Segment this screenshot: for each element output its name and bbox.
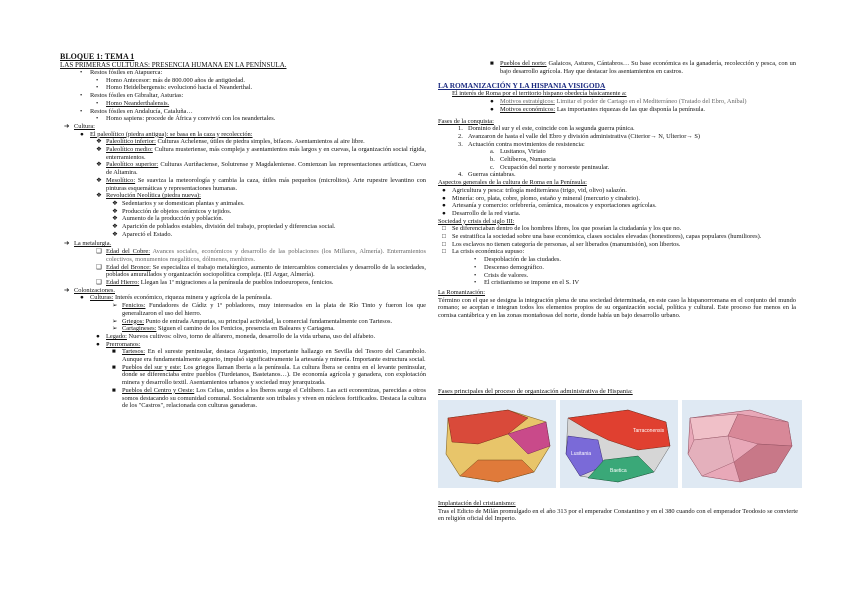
item-text: Las importantes riquezas de las que disponía la península. bbox=[555, 105, 706, 113]
bullet-marker: b. bbox=[490, 156, 495, 164]
item-key: Edad del Cobre: bbox=[106, 248, 151, 256]
fases-heading: Fases de la conquista: bbox=[438, 117, 494, 125]
aspectos-list bbox=[438, 187, 796, 218]
colonizacion-item bbox=[60, 318, 426, 326]
bullet-marker: ➢ bbox=[112, 317, 118, 325]
bullet-marker: ● bbox=[490, 98, 494, 106]
bullet-marker: ❑ bbox=[96, 278, 102, 286]
item-text: Sedentarios y se domestican plantas y animales. bbox=[122, 199, 245, 207]
colonizaciones-heading: ➔ Colonizaciones. bbox=[64, 286, 115, 294]
item-text: Se estratifica la sociedad sobre una base económica, clases sociales elevadas (honestiores), capas populares (humiliores). bbox=[452, 233, 762, 241]
bullet-marker: 2. bbox=[458, 132, 463, 140]
bullet-marker: • bbox=[474, 256, 477, 264]
bullet-marker: ● bbox=[442, 202, 446, 210]
intro-title: LAS PRIMERAS CULTURAS: PRESENCIA HUMANA EN LA PENÍNSULA. bbox=[60, 61, 287, 69]
culturas-heading: ● Culturas: Interés económico, riqueza minera y agrícola de la península. bbox=[80, 294, 272, 302]
prerromano-item bbox=[60, 364, 426, 387]
item-key: Paleolítico medio: bbox=[106, 146, 153, 154]
crisis-list bbox=[438, 256, 796, 287]
intro-list bbox=[60, 69, 426, 123]
intro-item bbox=[60, 115, 426, 123]
bullet-marker: • bbox=[474, 263, 477, 271]
bullet-marker: ❖ bbox=[96, 138, 102, 146]
item-text: Restos fósiles en Andalucía, Cataluña… bbox=[90, 107, 193, 115]
paleolitico-item bbox=[60, 146, 426, 161]
item-text: Dominio del sur y el este, coincide con la segunda guerra púnica. bbox=[468, 125, 635, 133]
motivo-item bbox=[438, 106, 796, 114]
romanizacion-text: Término con el que se designa la integración plena de una sociedad determinada, en este caso la hispanorromana en el conjunto del mundo romano; se aceptan e integran todos los elementos propios de su organización social, política y cultural. Este proceso fue menos en la cornisa cantábrica y en las zonas montañosas del norte, donde había un bajo desarrollo urbano. bbox=[438, 296, 796, 320]
bullet-marker: ❖ bbox=[96, 161, 102, 169]
prerromano-item bbox=[60, 348, 426, 363]
maps-svg bbox=[438, 400, 802, 488]
bullet-marker: • bbox=[474, 279, 477, 287]
item-text: Homo Neanderthalensis. bbox=[106, 99, 170, 107]
interes-heading: El interés de Roma por el territorio hispano obedecía básicamente a: bbox=[452, 90, 627, 98]
item-key: Paleolítico inferior: bbox=[106, 138, 156, 146]
aspecto-item bbox=[438, 210, 796, 218]
neolitico-item bbox=[60, 200, 426, 208]
metalurgia-item bbox=[60, 279, 426, 287]
item-text: Los esclavos no tienen categoría de personas, al ser liberados (manumisión), son libertos. bbox=[452, 240, 681, 248]
item-text: Agricultura y pesca: trilogía mediterránea (trigo, vid, olivo) salazón. bbox=[452, 186, 627, 194]
bullet-marker: ● bbox=[442, 194, 446, 202]
item-key: Pueblos del Centro y Oeste: bbox=[122, 386, 195, 394]
colonizacion-item bbox=[60, 302, 426, 317]
item-text: Homo Heidelbergensis: evolucionó hacia el Neanderthal. bbox=[106, 84, 253, 92]
map-2 bbox=[560, 400, 678, 488]
bullet-marker: • bbox=[96, 84, 99, 92]
bullet-marker: ❖ bbox=[112, 207, 118, 215]
bullet-marker: □ bbox=[442, 233, 446, 241]
mesolitico-item: ❖ Mesolítico: Se suaviza la meteorología y cambia la caza, útiles más pequeños (microlitos). Arte rupestre levantino con pinturas esquemáticas y representaciones humanas. bbox=[96, 176, 426, 192]
item-key: Fenicios: bbox=[122, 302, 146, 310]
bullet-marker: ■ bbox=[112, 363, 116, 371]
neolitico-list bbox=[60, 200, 426, 239]
paleolitico-list bbox=[60, 138, 426, 177]
metalurgia-item bbox=[60, 264, 426, 279]
bullet-marker: ❖ bbox=[112, 223, 118, 231]
intro-item bbox=[60, 77, 426, 85]
bullet-marker: ❖ bbox=[112, 230, 118, 238]
colonizaciones-list bbox=[60, 302, 426, 333]
crisis-item bbox=[438, 264, 796, 272]
sociedad-item bbox=[438, 241, 796, 249]
fase-item bbox=[438, 125, 796, 133]
item-text: Avances sociales, económicos y desarrollo de las poblaciones (los Millares, Almería). Enterramientos colectivos, monumentos megalíticos, dólmenes, menhires. bbox=[106, 248, 426, 263]
map-label-tarraconensis: Tarraconensis bbox=[633, 428, 665, 434]
item-text: Artesanía y comercio: orfebrería, cerámica, mosaicos y exportaciones agrícolas. bbox=[452, 202, 657, 210]
neolitico-item bbox=[60, 223, 426, 231]
item-text: Limitar el poder de Cartago en el Mediterráneo (Tratado del Ebro, Aníbal) bbox=[554, 98, 747, 106]
left-column bbox=[60, 52, 426, 410]
aspectos-heading: Aspectos generales de la cultura de Roma en la Península: bbox=[438, 179, 587, 187]
sociedad-item bbox=[438, 233, 796, 241]
intro-item bbox=[60, 92, 426, 100]
intro-item bbox=[60, 69, 426, 77]
bullet-marker: • bbox=[474, 271, 477, 279]
sociedad-item bbox=[438, 248, 796, 256]
item-text: Restos fósiles en Gibraltar, Asturias: bbox=[90, 92, 184, 100]
item-text: Actuación contra movimientos de resistencia: bbox=[468, 140, 585, 148]
item-key: Motivos estratégicos: bbox=[500, 98, 555, 106]
item-text: Celtíberos, Numancia bbox=[500, 156, 556, 164]
bullet-marker: • bbox=[80, 69, 83, 76]
aspecto-item bbox=[438, 195, 796, 203]
resistencia-item bbox=[438, 156, 796, 164]
item-text: Aparición de poblados estables, división del trabajo, propiedad y diferencias social. bbox=[122, 223, 336, 231]
bullet-marker: ➢ bbox=[112, 302, 118, 310]
prerromanos-heading: ● Prerromanos: bbox=[96, 340, 141, 348]
resistencia-item bbox=[438, 164, 796, 172]
fases-list bbox=[438, 125, 796, 148]
item-text: Restos fósiles en Atapuerca: bbox=[90, 69, 163, 76]
fase-4: 4. Guerras cántabras. bbox=[458, 171, 516, 179]
crisis-item bbox=[438, 272, 796, 280]
item-text: Crisis de valores. bbox=[484, 271, 529, 279]
item-text: Los griegos llaman Iberia a la península. La cultura Íbera se centra en el levante peninsular, donde se diferenciaba entre pueblos (Turdetanos, Bastetanos…). De economía agrícola y ganadera, con explotación minera y desarrollo textil. Asentamientos urbanos y sociedad muy jerarquizada. bbox=[122, 363, 427, 387]
bullet-marker: ❖ bbox=[112, 199, 118, 207]
item-text: En el sureste peninsular, destaca Argantonio, importante hallazgo en Sevilla del Tesoro del Carambolo. Aunque era fundamentalmente agrario, impulsó significativamente la artesanía y minería. Importante estructura social. bbox=[122, 348, 426, 364]
item-text: Despoblación de las ciudades. bbox=[484, 256, 562, 264]
bullet-marker: ➢ bbox=[112, 325, 118, 333]
item-text: Fundadores de Cádiz y 1º pobladores, muy interesados en la plata de Río Tinto y fueron los que generalizaron el uso del hierro. bbox=[122, 302, 426, 317]
metalurgia-item bbox=[60, 248, 426, 263]
colonizacion-item bbox=[60, 325, 426, 333]
sociedad-item bbox=[438, 225, 796, 233]
bullet-marker: ● bbox=[442, 209, 446, 217]
aspecto-item bbox=[438, 187, 796, 195]
item-key: Cartagineses: bbox=[122, 325, 157, 333]
motivos-list bbox=[438, 98, 796, 113]
item-text: Se especializa el trabajo metalúrgico, aumento de intercambios comerciales y desarrollo de la sociedades, poblados amurallados y organización sociopolítica compleja. (El Argar, Almería). bbox=[106, 263, 426, 279]
bullet-marker: • bbox=[80, 92, 83, 100]
item-text: Cultura musteriense, más compleja y asentamientos más largos y en cuevas, la organización social rígida, enterramientos. bbox=[106, 146, 426, 161]
bullet-marker: c. bbox=[490, 163, 495, 171]
map-1 bbox=[438, 400, 556, 488]
item-key: Paleolítico superior: bbox=[106, 161, 159, 169]
neolitico-item bbox=[60, 215, 426, 223]
intro-item bbox=[60, 84, 426, 92]
bullet-marker: • bbox=[96, 99, 99, 107]
bullet-marker: ■ bbox=[112, 386, 116, 394]
item-key: Pueblos del sur y este: bbox=[122, 363, 182, 371]
item-text: Desarrollo de la red viaria. bbox=[452, 209, 521, 217]
crisis-item bbox=[438, 279, 796, 287]
sociedad-list bbox=[438, 225, 796, 256]
paleolitico-heading: ● El paleolítico (piedra antigua): se basa en la caza y recolección: bbox=[80, 130, 253, 138]
bullet-marker: 1. bbox=[458, 125, 463, 133]
bullet-marker: □ bbox=[442, 248, 446, 256]
bullet-marker: □ bbox=[442, 240, 446, 248]
bullet-marker: □ bbox=[442, 225, 446, 233]
bullet-marker: ● bbox=[490, 105, 494, 113]
hispania-maps bbox=[438, 400, 802, 488]
implantacion-heading: Implantación del cristianismo: bbox=[438, 500, 516, 507]
bullet-marker: ❑ bbox=[96, 263, 102, 271]
item-key: Motivos económicos: bbox=[500, 105, 556, 113]
item-text: Lusitanos, Viriato bbox=[500, 148, 546, 156]
fase-item bbox=[438, 141, 796, 149]
item-text: Culturas Auriñaciense, Solutrense y Magdaleniense. Comienzan las representaciones artísticas, Cueva de Altamira. bbox=[106, 161, 426, 177]
intro-item bbox=[60, 100, 426, 108]
item-text: La crisis económica supuso: bbox=[452, 248, 525, 256]
neolitico-heading: ❖ Revolución Neolítica (piedra nueva): bbox=[96, 192, 201, 200]
resistencia-list bbox=[438, 148, 796, 171]
neolitico-item bbox=[60, 208, 426, 216]
paleolitico-item bbox=[60, 161, 426, 176]
item-text: Los Celtas, unidos a los Íberos surge el Celtíbero. Las acti economizas, parecidas a otros somos destacando su comunidad comunal. Socialmente son tribales y viven en núcleos fortificados. Destaca la cultura de los "Castros", relacionada con culturas ganaderas. bbox=[122, 386, 426, 410]
item-text: Apareció el Estado. bbox=[122, 230, 173, 238]
romanizacion-heading: La Romanización: bbox=[438, 288, 486, 296]
legado-item: ● Legado: Nuevos cultivos: olivo, torno de alfarero, moneda, desarrollo de la vida urbana, uso del alfabeto. bbox=[96, 332, 376, 340]
map-caption: Fases principales del proceso de organización administrativa de Hispania: bbox=[438, 388, 633, 395]
prerromanos-list bbox=[60, 348, 426, 410]
item-text: Minería: oro, plata, cobre, plomo, estaño y mineral (mercurio y cinabrio). bbox=[452, 194, 640, 202]
crisis-item bbox=[438, 256, 796, 264]
metalurgia-list bbox=[60, 248, 426, 287]
item-text: Aumento de la producción y población. bbox=[122, 215, 224, 223]
prerromano-item bbox=[60, 387, 426, 410]
item-text: Se diferenciaban dentro de los hombres libres, los que poseían la ciudadanía y los que no. bbox=[452, 225, 682, 233]
aspecto-item bbox=[438, 202, 796, 210]
bullet-marker: a. bbox=[490, 148, 495, 156]
bullet-marker: • bbox=[80, 107, 83, 115]
item-key: Edad del Bronce: bbox=[106, 263, 151, 271]
item-key: Griegos: bbox=[122, 317, 145, 325]
neolitico-item bbox=[60, 231, 426, 239]
sociedad-heading: Sociedad y crisis del siglo III: bbox=[438, 217, 515, 225]
bullet-marker: ● bbox=[442, 186, 446, 194]
item-text: El cristianismo se impone en el S. IV bbox=[484, 279, 580, 287]
bullet-marker: • bbox=[96, 76, 99, 84]
item-text: Punto de entrada Ampurias, su principal actividad, la comercial fundamentalmente con Tartesos. bbox=[144, 317, 393, 325]
map-label-lusitania: Lusitania bbox=[571, 451, 592, 457]
bullet-marker: ■ bbox=[112, 348, 116, 356]
fase-item bbox=[438, 133, 796, 141]
map-label-baetica: Baetica bbox=[610, 468, 627, 474]
right-column bbox=[438, 60, 796, 320]
bullet-marker: ❖ bbox=[96, 146, 102, 154]
item-key: Tartesos: bbox=[122, 348, 145, 356]
bloque-title: BLOQUE 1: TEMA 1 bbox=[60, 52, 135, 61]
item-text: Avanzaron de hasta el valle del Ebro y división administrativa (Citerior→ N, Ulterior→ S) bbox=[468, 132, 701, 140]
item-text: Homo sapiens: procede de África y convivió con los neandertales. bbox=[106, 115, 276, 123]
item-key: Edad Hierro: bbox=[106, 278, 140, 286]
item-text: Culturas Achelense, útiles de piedra simples, bifaces. Asentamientos al aire libre. bbox=[155, 138, 365, 146]
item-text: Homo Antecesor: más de 800.000 años de antigüedad. bbox=[106, 76, 245, 84]
item-text: Ocupación del norte y noroeste peninsular. bbox=[500, 163, 610, 171]
item-text: Siguen el camino de los Fenicios, presencia en Baleares y Cartagena. bbox=[156, 325, 335, 333]
cultura-heading: ➔ Cultura: bbox=[64, 122, 95, 130]
resistencia-item bbox=[438, 148, 796, 156]
bullet-marker: ❖ bbox=[112, 215, 118, 223]
implantacion-text: Tras el Edicto de Milán promulgado en el año 313 por el emperador Constantino y en el 380 cuando con el emperador Teodosio se convierte en religión oficial del Imperio. bbox=[438, 507, 798, 523]
item-text: Llegan las 1ª migraciones a la península de pueblos indoeuropeos, fenicios. bbox=[139, 278, 334, 286]
item-text: Producción de objetos cerámicos y tejidos. bbox=[122, 207, 232, 215]
bullet-marker: • bbox=[96, 115, 99, 123]
item-text: Descenso demográfico. bbox=[484, 263, 544, 271]
pueblos-norte-item: ■ Pueblos del norte: Galaicos, Astures, Cántabros… Su base económica es la ganadería, recolección y pesca, con un bajo desarrollo agrícola. Hay que destacar los asentamientos en castros. bbox=[490, 60, 796, 75]
implantacion-section bbox=[438, 500, 798, 523]
map-3 bbox=[682, 400, 802, 488]
motivo-item bbox=[438, 98, 796, 106]
metalurgia-heading: ➔ La metalurgia. bbox=[64, 240, 112, 248]
bullet-marker: 3. bbox=[458, 140, 463, 148]
paleolitico-item bbox=[60, 138, 426, 146]
bullet-marker: ❑ bbox=[96, 248, 102, 256]
romanizacion-title: LA ROMANIZACIÓN Y LA HISPANIA VISIGODA bbox=[438, 81, 606, 91]
